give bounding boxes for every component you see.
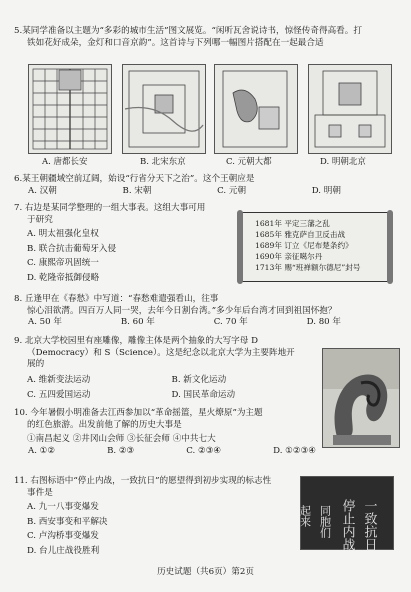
q7-option-c: C. 康熙帝巩固统一 [27,258,99,269]
q8-options [14,317,401,329]
q9-options-row-2 [14,390,316,402]
q7-event-1: 1681年 平定三藩之乱 [255,219,330,228]
dongjing-map [122,64,206,154]
q10-option-a: A. ①② [28,445,56,456]
q11-line-2: 事件是 [27,487,53,498]
q11-line-1: 11. 右图标语中“停止内战，一致抗日”的愿望得到初步实现的标志性 [14,476,272,486]
q9-option-c: C. 五四爱国运动 [27,390,91,401]
dadu-map [214,64,298,154]
q9-options-row-1 [14,375,316,387]
q11-option-d: D. 台儿庄战役胜利 [27,545,100,556]
q10-line-1: 10. 今年暑假小明准备去江西参加以“革命摇篮，星火燎原”为主题 [14,408,263,418]
slogan-text-4: 起来 [298,505,312,527]
q8-option-c: C. 70 年 [213,317,248,328]
q8-line-1: 8. 丘逢甲在《春愁》中写道：“春愁难遣强看山，往事 [14,294,219,304]
q7-events-list [255,218,360,273]
question-11 [14,476,293,558]
q7-line-1: 7. 右边是某同学整理的一组大事表。这组大事可用 [14,203,206,213]
slogan-text-2: 停止内战 [339,499,355,551]
q11-option-b: B. 西安事变和平解决 [27,516,108,527]
beijing-map [308,64,392,154]
q8-option-a: A. 50 年 [28,317,62,328]
q7-event-5: 1713年 赐“班禅额尔德尼”封号 [255,263,361,272]
q9-line-3: 展的 [27,359,45,370]
q7-event-4: 1690年 亲征噶尔丹 [255,252,323,261]
question-10 [14,408,316,457]
q11-option-c: C. 卢沟桥事变爆发 [27,531,99,542]
q10-items: ①南昌起义 ②井冈山会师 ③长征会师 ④中共七大 [27,434,216,445]
q7-option-b: B. 联合抗击葡萄牙入侵 [27,243,117,254]
q6-option-a: A. 汉朝 [28,185,57,196]
ds-sculpture-photo [322,348,400,448]
q10-option-c: C. ②③④ [186,445,222,456]
changan-map [28,64,112,154]
q9-option-a: A. 维新变法运动 [27,374,91,385]
q7-events-scroll [240,212,390,282]
q9-option-d: D. 国民革命运动 [171,390,236,401]
q8-option-b: B. 60 年 [120,317,155,328]
q6-option-d: D. 明朝 [311,185,341,196]
page-footer: 历史试题（共6页）第2页 [157,567,254,577]
q5-option-a: A. 唐都长安 [42,157,88,167]
q10-options [14,446,316,458]
question-5 [14,26,401,49]
q9-line-2: （Democracy）和 S（Science）。这是纪念以北京大学为主要阵地开 [27,347,295,358]
slogan-text-3: 同胞们 [318,505,332,538]
scroll-right-roll [387,210,393,284]
q5-option-c: C. 元朝大都 [226,157,272,167]
q8-line-2: 惊心泪欲潸。四百万人同一哭，去年今日割台湾。”多少年后台湾才回到祖国怀抱？ [27,305,337,316]
q7-line-2: 于研究 [27,214,53,225]
q7-event-2: 1685年 雅克萨自卫反击战 [255,230,346,239]
question-7 [14,203,236,285]
q5-line-1: 5.某同学准备以主题为“多彩的城市生活”图文展览。“闲听瓦舍说诗书，惊怪传奇得高看。打 [14,26,362,36]
question-6 [14,174,401,197]
q7-option-a: A. 明太祖强化皇权 [27,229,99,240]
slogan-text-1: 一致抗日 [361,499,377,551]
q5-option-d: D. 明朝北京 [320,157,366,167]
question-9 [14,336,316,402]
q6-option-b: B. 宋朝 [122,185,152,196]
q7-event-3: 1689年 订立《尼布楚条约》 [255,241,353,250]
q10-option-b: B. ②③ [107,445,135,456]
scroll-left-roll [237,210,243,284]
q6-option-c: C. 元朝 [217,185,247,196]
q9-line-1: 9. 北京大学校园里有座雕像，雕像主体是两个抽象的大写字母 D [14,336,258,346]
q7-option-d: D. 乾隆帝抵御侵略 [27,272,100,283]
q5-option-b: B. 北宋东京 [140,157,186,167]
q8-option-d: D. 80 年 [306,317,341,328]
q11-option-a: A. 九一八事变爆发 [27,502,99,513]
q10-line-2: 的红色旅游。出发前他了解的历史大事是 [27,419,182,430]
question-8 [14,294,401,329]
q6-options [14,186,401,198]
q10-option-d: D. ①②③④ [273,445,316,456]
q9-option-b: B. 新文化运动 [171,374,227,385]
q5-line-2: 铁如花好成朵，金灯和口音京韵”。这首诗与下列哪一幅图片搭配在一起最合适 [27,37,324,48]
q6-line-1: 6.某王朝疆域空前辽阔，始设“行省分天下之治”。这个王朝应是 [14,174,255,184]
slogan-photo [300,476,394,550]
